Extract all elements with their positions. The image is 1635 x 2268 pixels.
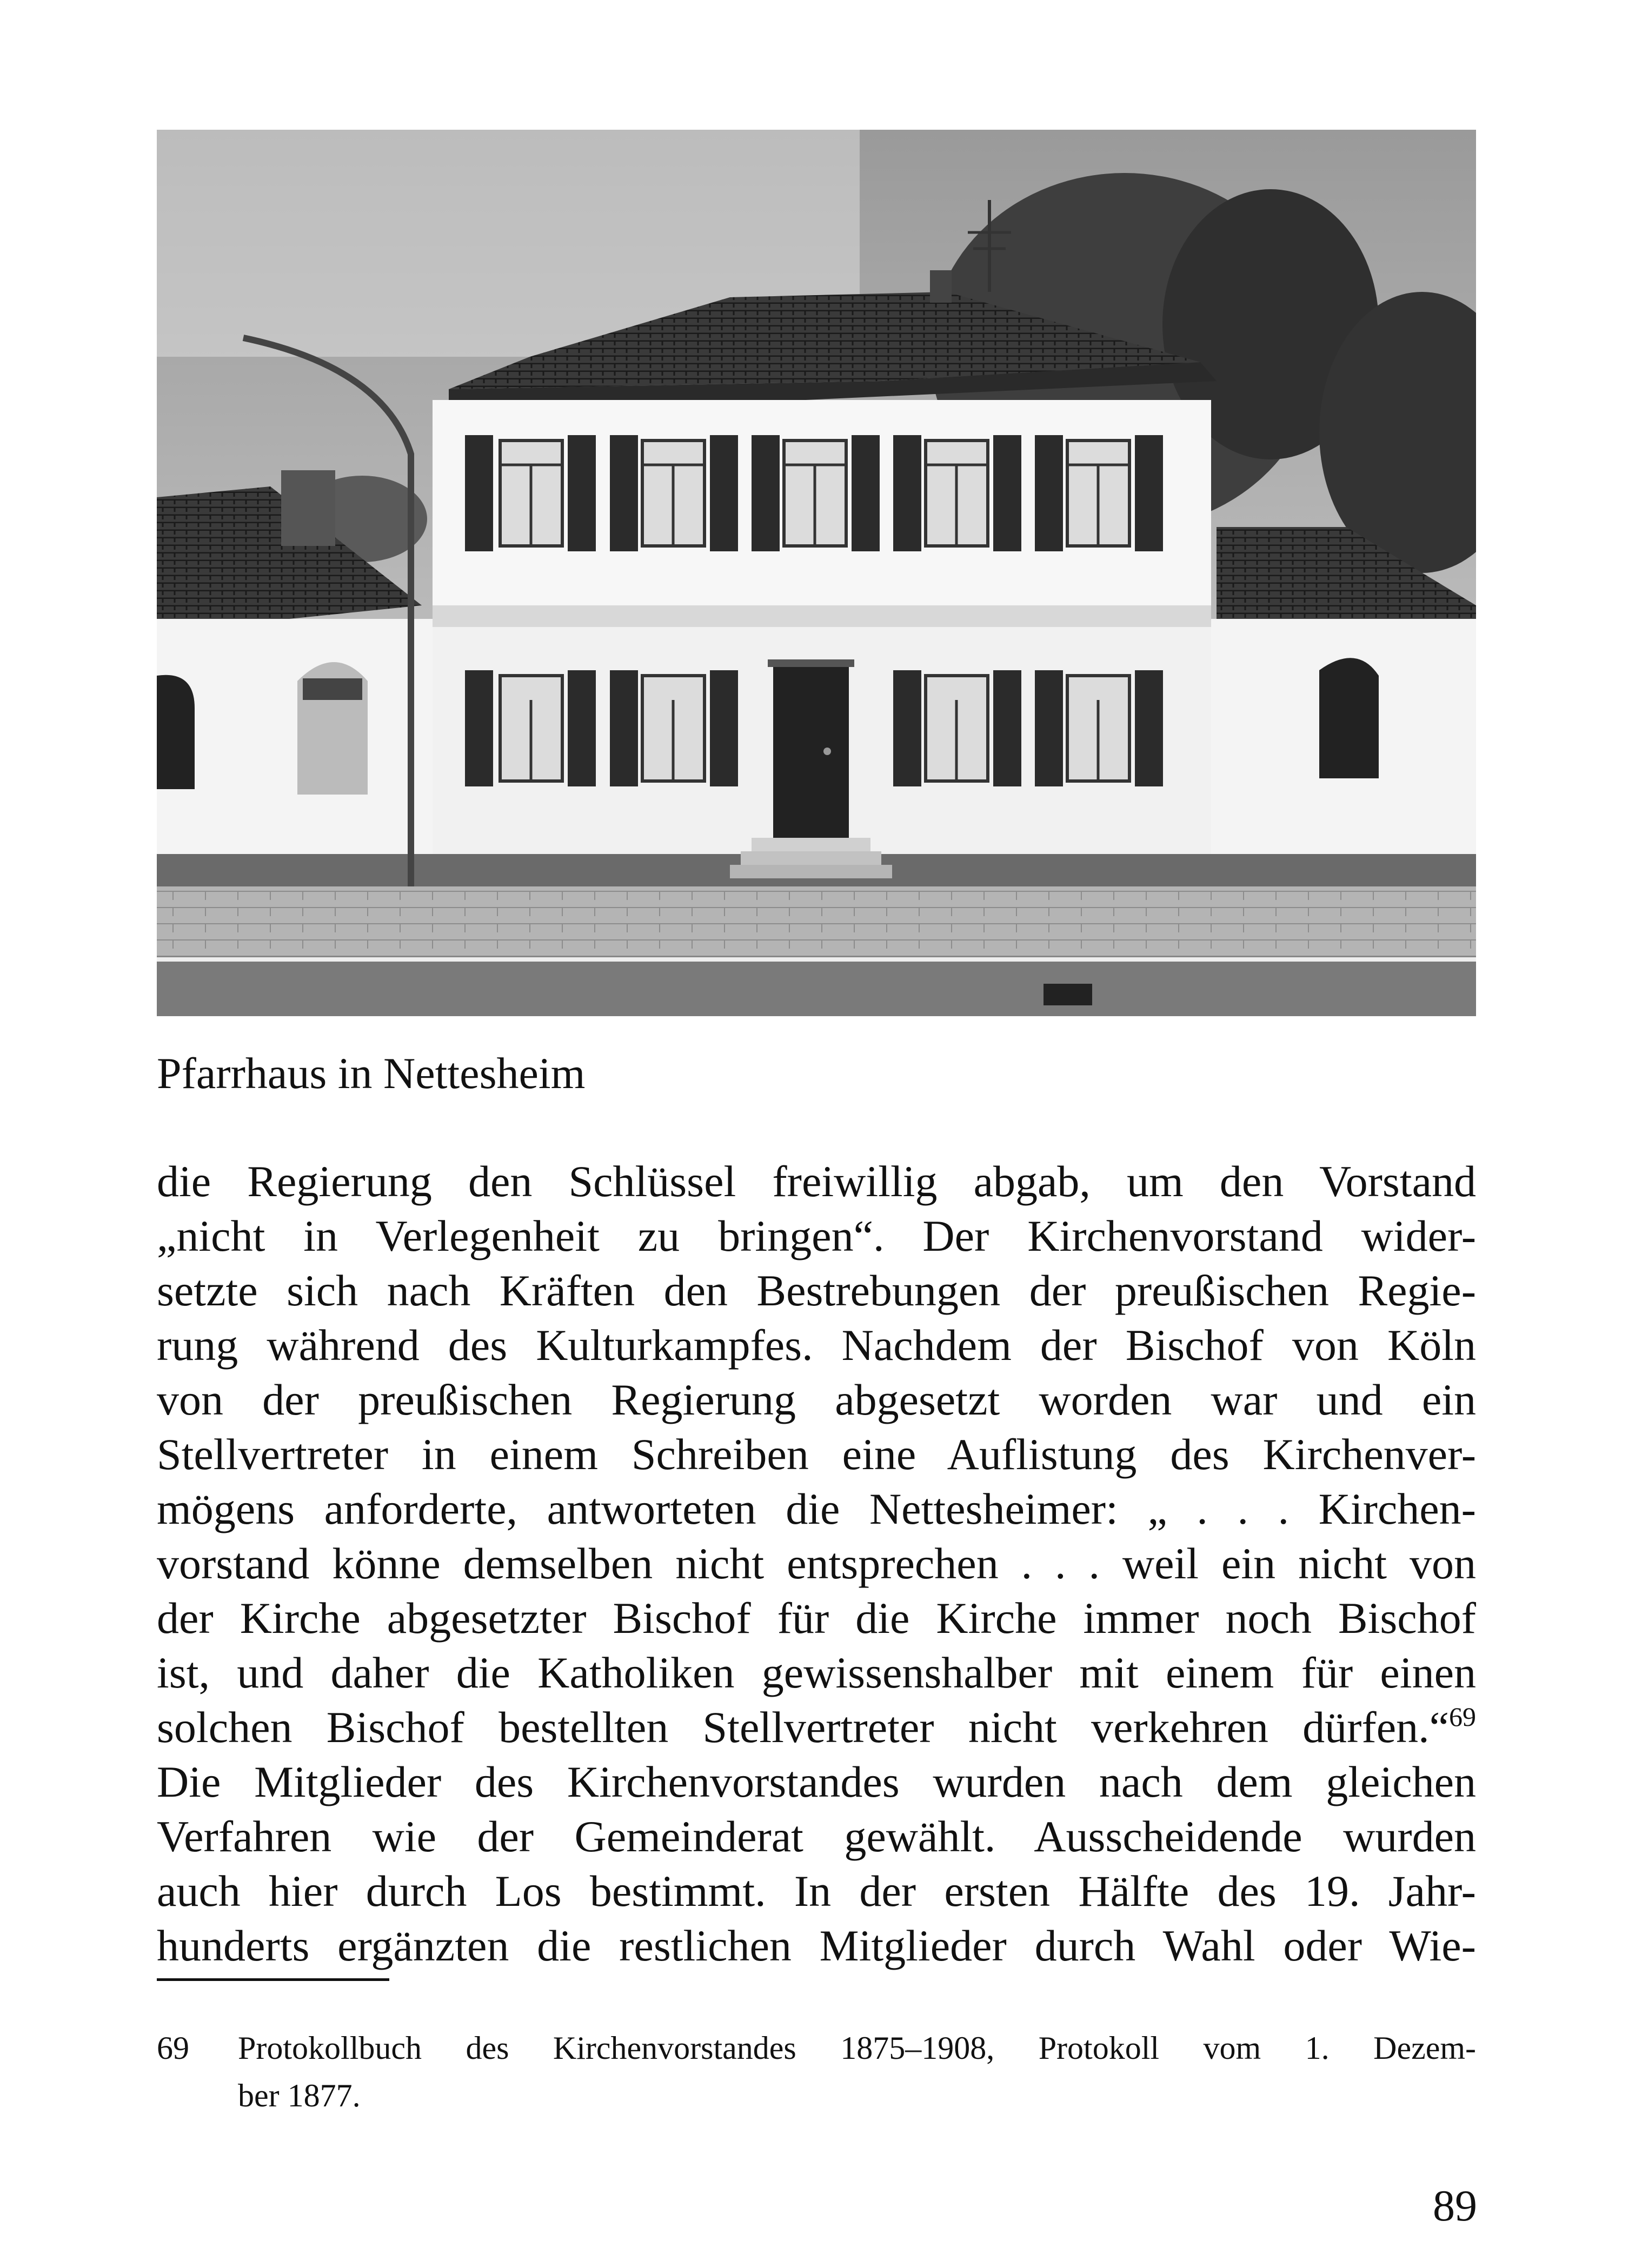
page-number: 89 — [1433, 2181, 1477, 2230]
footnote-divider — [157, 1978, 389, 1981]
footnote-number: 69 — [157, 2030, 189, 2066]
body-line: Stellvertreter in einem Schreiben eine Auflistung des Kirchenver- — [157, 1430, 1476, 1479]
body-line: der Kirche abgesetzter Bischof für die Kirche immer noch Bischof — [157, 1593, 1476, 1643]
body-line: mögens anforderte, antworteten die Nettesheimer: „ . . . Kirchen- — [157, 1484, 1476, 1533]
body-line: „nicht in Verlegenheit zu bringen“. Der Kirchenvorstand wider- — [157, 1211, 1476, 1260]
footnote — [157, 2024, 1476, 2119]
footnote-text — [238, 2024, 1476, 2119]
body-line: setzte sich nach Kräften den Bestrebungen der preußischen Regie- — [157, 1266, 1476, 1315]
parsonage-photo-image — [157, 130, 1476, 1016]
body-line: Die Mitglieder des Kirchenvorstandes wurden nach dem gleichen — [157, 1757, 1476, 1806]
footnote-line: ber 1877. — [238, 2078, 361, 2113]
parsonage-photo — [157, 130, 1476, 1016]
body-line: Verfahren wie der Gemeinderat gewählt. Ausscheidende wurden — [157, 1812, 1476, 1861]
body-line: vorstand könne demselben nicht entsprechen . . . weil ein nicht von — [157, 1539, 1476, 1588]
body-line: ist, und daher die Katholiken gewissenshalber mit einem für einen — [157, 1648, 1476, 1697]
photo-caption: Pfarrhaus in Nettesheim — [157, 1049, 586, 1098]
body-line-with-footnote — [157, 1700, 1476, 1755]
body-line: solchen Bischof bestellten Stellvertreter nicht verkehren dürfen.“ — [157, 1703, 1449, 1752]
footnote-line: Protokollbuch des Kirchenvorstandes 1875–1908, Protokoll vom 1. Dezem- — [238, 2030, 1476, 2066]
body-line: die Regierung den Schlüssel freiwillig abgab, um den Vorstand — [157, 1157, 1476, 1206]
footnote-reference[interactable]: 69 — [1449, 1702, 1476, 1732]
body-line: hunderts ergänzten die restlichen Mitglieder durch Wahl oder Wie- — [157, 1921, 1476, 1970]
body-line: auch hier durch Los bestimmt. In der ersten Hälfte des 19. Jahr- — [157, 1866, 1476, 1916]
body-line: von der preußischen Regierung abgesetzt worden war und ein — [157, 1375, 1476, 1424]
body-line: rung während des Kulturkampfes. Nachdem der Bischof von Köln — [157, 1320, 1476, 1370]
body-text — [157, 1154, 1476, 1973]
